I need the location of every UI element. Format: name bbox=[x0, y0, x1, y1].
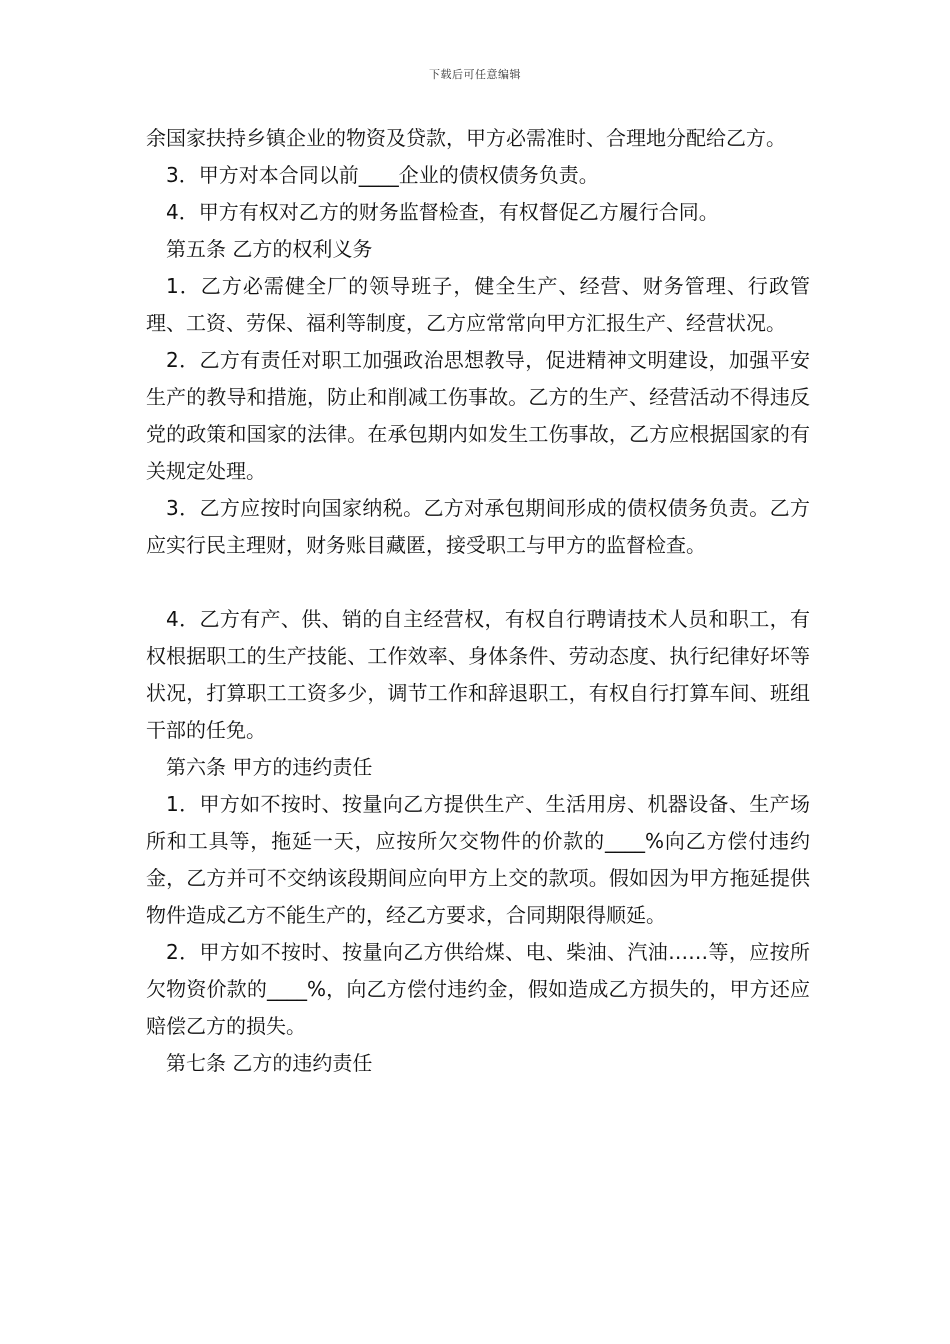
document-paragraph: 2．乙方有责任对职工加强政治思想教导，促进精神文明建设，加强平安生产的教导和措施，防止和削减工伤事故。乙方的生产、经营活动不得违反党的政策和国家的法律。在承包期内如发生工伤事故，乙方应根据国家的有关规定处理。 bbox=[146, 348, 810, 483]
document-paragraph: 1．甲方如不按时、按量向乙方提供生产、生活用房、机器设备、生产场所和工具等，拖延一天，应按所欠交物件的价款的____%向乙方偿付违约金，乙方并可不交纳该段期间应向甲方上交的款项。假如因为甲方拖延提供物件造成乙方不能生产的，经乙方要求，合同期限得顺延。 bbox=[146, 792, 810, 927]
document-paragraph: 3．乙方应按时向国家纳税。乙方对承包期间形成的债权债务负责。乙方应实行民主理财，财务账目藏匿，接受职工与甲方的监督检查。 bbox=[146, 496, 810, 557]
page-header: 下载后可任意编辑 bbox=[429, 68, 521, 81]
paragraph-spacer bbox=[146, 564, 810, 601]
document-paragraph: 余国家扶持乡镇企业的物资及贷款，甲方必需准时、合理地分配给乙方。 bbox=[146, 126, 786, 150]
document-paragraph: 第五条 乙方的权利义务 bbox=[166, 237, 373, 261]
document-paragraph: 第七条 乙方的违约责任 bbox=[166, 1051, 373, 1075]
document-paragraph: 3．甲方对本合同以前____企业的债权债务负责。 bbox=[166, 163, 599, 187]
document-body bbox=[146, 120, 810, 1082]
document-paragraph: 4．甲方有权对乙方的财务监督检查，有权督促乙方履行合同。 bbox=[166, 200, 719, 224]
document-paragraph: 1．乙方必需健全厂的领导班子，健全生产、经营、财务管理、行政管理、工资、劳保、福利等制度，乙方应常常向甲方汇报生产、经营状况。 bbox=[146, 274, 810, 335]
document-paragraph: 2．甲方如不按时、按量向乙方供给煤、电、柴油、汽油……等，应按所欠物资价款的____%，向乙方偿付违约金，假如造成乙方损失的，甲方还应赔偿乙方的损失。 bbox=[146, 940, 810, 1038]
document-paragraph: 4．乙方有产、供、销的自主经营权，有权自行聘请技术人员和职工，有权根据职工的生产技能、工作效率、身体条件、劳动态度、执行纪律好坏等状况，打算职工工资多少，调节工作和辞退职工，有权自行打算车间、班组干部的任免。 bbox=[146, 607, 810, 742]
document-paragraph: 第六条 甲方的违约责任 bbox=[166, 755, 373, 779]
